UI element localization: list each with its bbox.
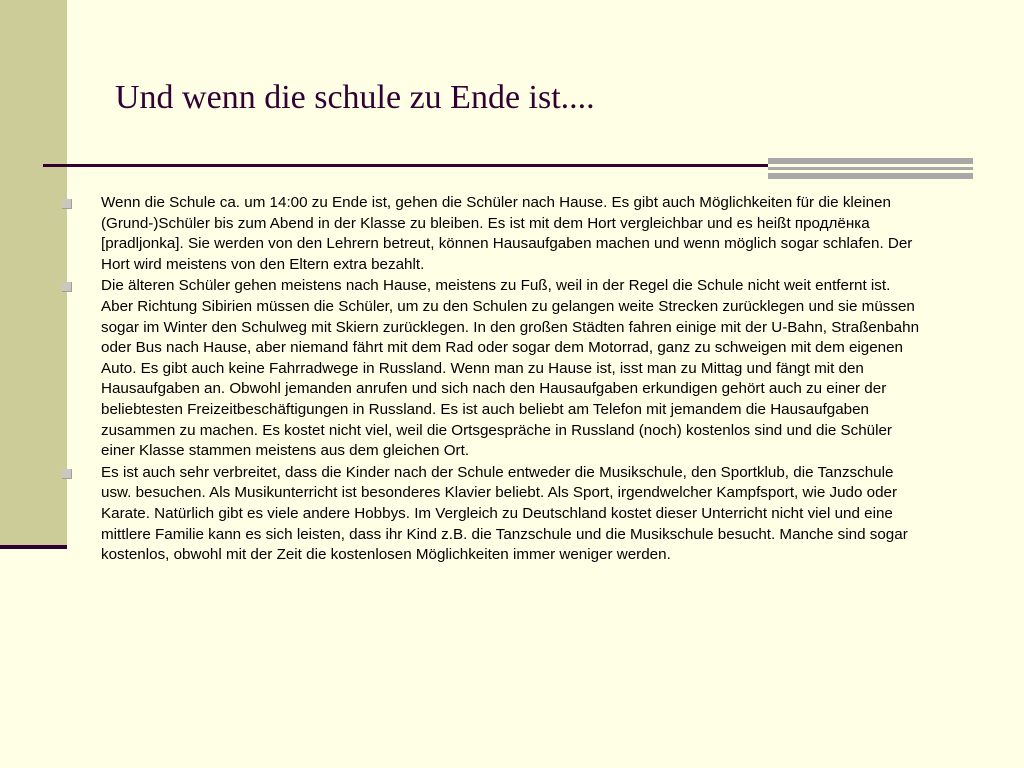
left-sidebar-bar bbox=[0, 0, 67, 545]
list-item-text: Die älteren Schüler gehen meistens nach Hause, meistens zu Fuß, weil in der Regel die Schule nicht weit entfernt ist. Aber Richtung Sibirien müssen die Schüler, um zu den Schulen zu gelangen weite Strecken zurücklegen und sie müssen sogar im Winter den Schulweg mit Skiern zurücklegen. In den großen Städten fahren einige mit der U-Bahn, Straßenbahn oder Bus nach Hause, aber niemand fährt mit dem Rad oder sogar dem Motorrad, ganz zu schweigen mit dem eigenen Auto. Es gibt auch keine Fahrradwege in Russland. Wenn man zu Hause ist, isst man zu Mittag und fängt mit den Hausaufgaben an. Obwohl jemanden anrufen und sich nach den Hausaufgaben erkundigen gehört auch zu einer der beliebtesten Freizeitbeschäftigungen in Russland. Es ist auch beliebt am Telefon mit jemandem die Hausaufgaben zusammen zu machen. Es kostet nicht viel, weil die Ortsgespräche in Russland (noch) kostenlos sind und die Schüler einer Klasse stammen meistens aus dem gleichen Ort. bbox=[101, 277, 920, 460]
square-bullet-icon bbox=[62, 282, 72, 292]
list-item bbox=[60, 193, 920, 275]
list-item-text: Es ist auch sehr verbreitet, dass die Kinder nach der Schule entweder die Musikschule, den Sportklub, die Tanzschule usw. besuchen. Als Musikunterricht ist besonderes Klavier beliebt. Als Sport, irgendwelcher Kampfsport, wie Judo oder Karate. Natürlich gibt es viele andere Hobbys. Im Vergleich zu Deutschland kostet dieser Unterricht nicht viel und eine mittlere Familie kann es sich leisten, dass ihr Kind z.B. die Tanzschule und die Musikschule besucht. Manche sind sogar kostenlos, obwohl mit der Zeit die kostenlosen Möglichkeiten immer weniger werden. bbox=[101, 463, 908, 564]
list-item bbox=[60, 276, 920, 461]
slide-title: Und wenn die schule zu Ende ist.... bbox=[115, 79, 595, 116]
bullet-list bbox=[60, 193, 920, 567]
square-bullet-icon bbox=[62, 199, 72, 209]
list-item bbox=[60, 463, 920, 566]
title-divider-accent bbox=[768, 158, 973, 179]
list-item-text: Wenn die Schule ca. um 14:00 zu Ende ist, gehen die Schüler nach Hause. Es gibt auch Möglichkeiten für die kleinen (Grund-)Schüler bis zum Abend in der Klasse zu bleiben. Es ist mit dem Hort vergleichbar und es heißt продлёнка [pradljonka]. Sie werden von den Lehrern betreut, können Hausaufgaben machen und wenn möglich sogar schlafen. Der Hort wird meistens von den Eltern extra bezahlt. bbox=[101, 194, 913, 273]
square-bullet-icon bbox=[62, 469, 72, 479]
left-sidebar-underline bbox=[0, 545, 67, 549]
